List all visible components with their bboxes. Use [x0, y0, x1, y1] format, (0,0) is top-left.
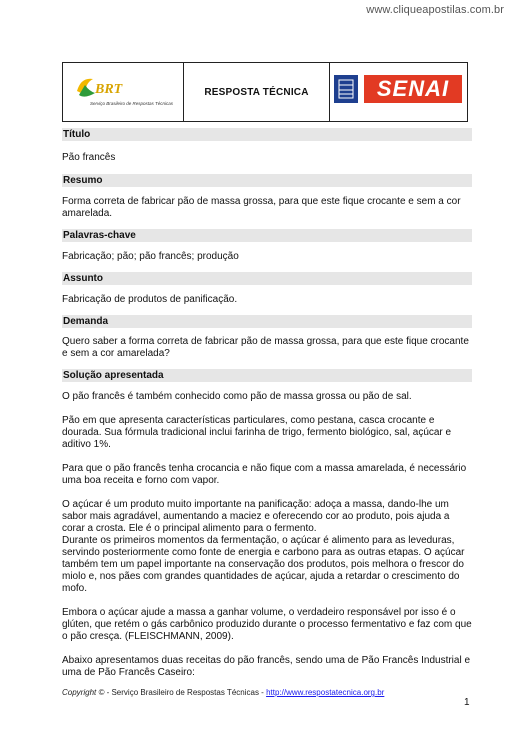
solucao-paragraph-6: Abaixo apresentamos duas receitas do pão francês, sendo uma de Pão Francês Industrial e uma de Pão Francês Caseiro: — [62, 655, 471, 678]
senai-logo-cell — [330, 63, 467, 121]
footer-link[interactable]: http://www.respostatecnica.org.br — [266, 688, 385, 697]
section-heading-titulo: Título — [62, 128, 472, 141]
section-heading-palavras-chave: Palavras-chave — [62, 229, 472, 242]
sbrt-subtitle: Serviço Brasileiro de Respostas Técnicas — [90, 101, 174, 106]
footer-text: - Serviço Brasileiro de Respostas Técnicas - — [104, 688, 267, 697]
palavras-chave-text: Fabricação; pão; pão francês; produção — [62, 251, 239, 262]
document-title: RESPOSTA TÉCNICA — [184, 63, 330, 121]
document-body — [62, 128, 472, 679]
page-footer — [62, 688, 384, 697]
solucao-paragraph-1: O pão francês é também conhecido como pão de massa grossa ou pão de sal. — [62, 391, 412, 402]
section-heading-resumo: Resumo — [62, 174, 472, 187]
footer-copyright: Copyright © — [62, 688, 105, 697]
demanda-text: Quero saber a forma correta de fabricar pão de massa grossa, para que este fique crocante e sem a cor amarelada? — [62, 336, 469, 359]
section-heading-demanda: Demanda — [62, 315, 472, 328]
assunto-text: Fabricação de produtos de panificação. — [62, 294, 238, 305]
page-number: 1 — [464, 697, 470, 708]
solucao-paragraph-4b: Durante os primeiros momentos da fermentação, o açúcar é alimento para as leveduras, servindo posteriormente como fonte de energia e carbono para as outras etapas. O açúcar também tem um papel importante na conservação dos produtos, pois melhora o frescor do miolo e, nos pães com grandes quantidades de açúcar, ajuda a retardar o crescimento do mofo. — [62, 535, 465, 594]
solucao-paragraph-3: Para que o pão francês tenha crocancia e não fique com a massa amarelada, é necessário uma boa receita e forno com vapor. — [62, 463, 467, 486]
solucao-paragraph-4a: O açúcar é um produto muito importante na panificação: adoça a massa, dando-lhe um sabor mais agradável, aumentando a maciez e oferecendo cor ao produto, pois ajuda a corar a crosta. Ele é o principal alimento para o fermento. — [62, 499, 450, 534]
section-heading-assunto: Assunto — [62, 272, 472, 285]
solucao-paragraph-5: Embora o açúcar ajude a massa a ganhar volume, o verdadeiro responsável por isso é o glúten, que retém o gás carbônico produzido durante o processo fermentativo e faz com que o pão cresça. (FLEISCHMANN, 2009). — [62, 607, 472, 642]
document-header — [62, 62, 468, 122]
site-url: www.cliqueapostilas.com.br — [366, 4, 504, 16]
senai-emblem-icon — [334, 75, 358, 103]
solucao-paragraph-2: Pão em que apresenta características particulares, como pestana, casca crocante e dourada. Sua fórmula tradicional inclui farinha de trigo, fermento biológico, sal, açúcar e aditivo 1%. — [62, 415, 452, 450]
senai-logo: SENAI — [364, 75, 462, 103]
titulo-text: Pão francês — [62, 152, 116, 163]
sbrt-logo-cell — [63, 63, 184, 121]
svg-text:BRT: BRT — [95, 82, 123, 97]
sbrt-logo-icon — [75, 73, 135, 103]
resumo-text: Forma correta de fabricar pão de massa grossa, para que este fique crocante e sem a cor amarelada. — [62, 196, 461, 219]
section-heading-solucao: Solução apresentada — [62, 369, 472, 382]
